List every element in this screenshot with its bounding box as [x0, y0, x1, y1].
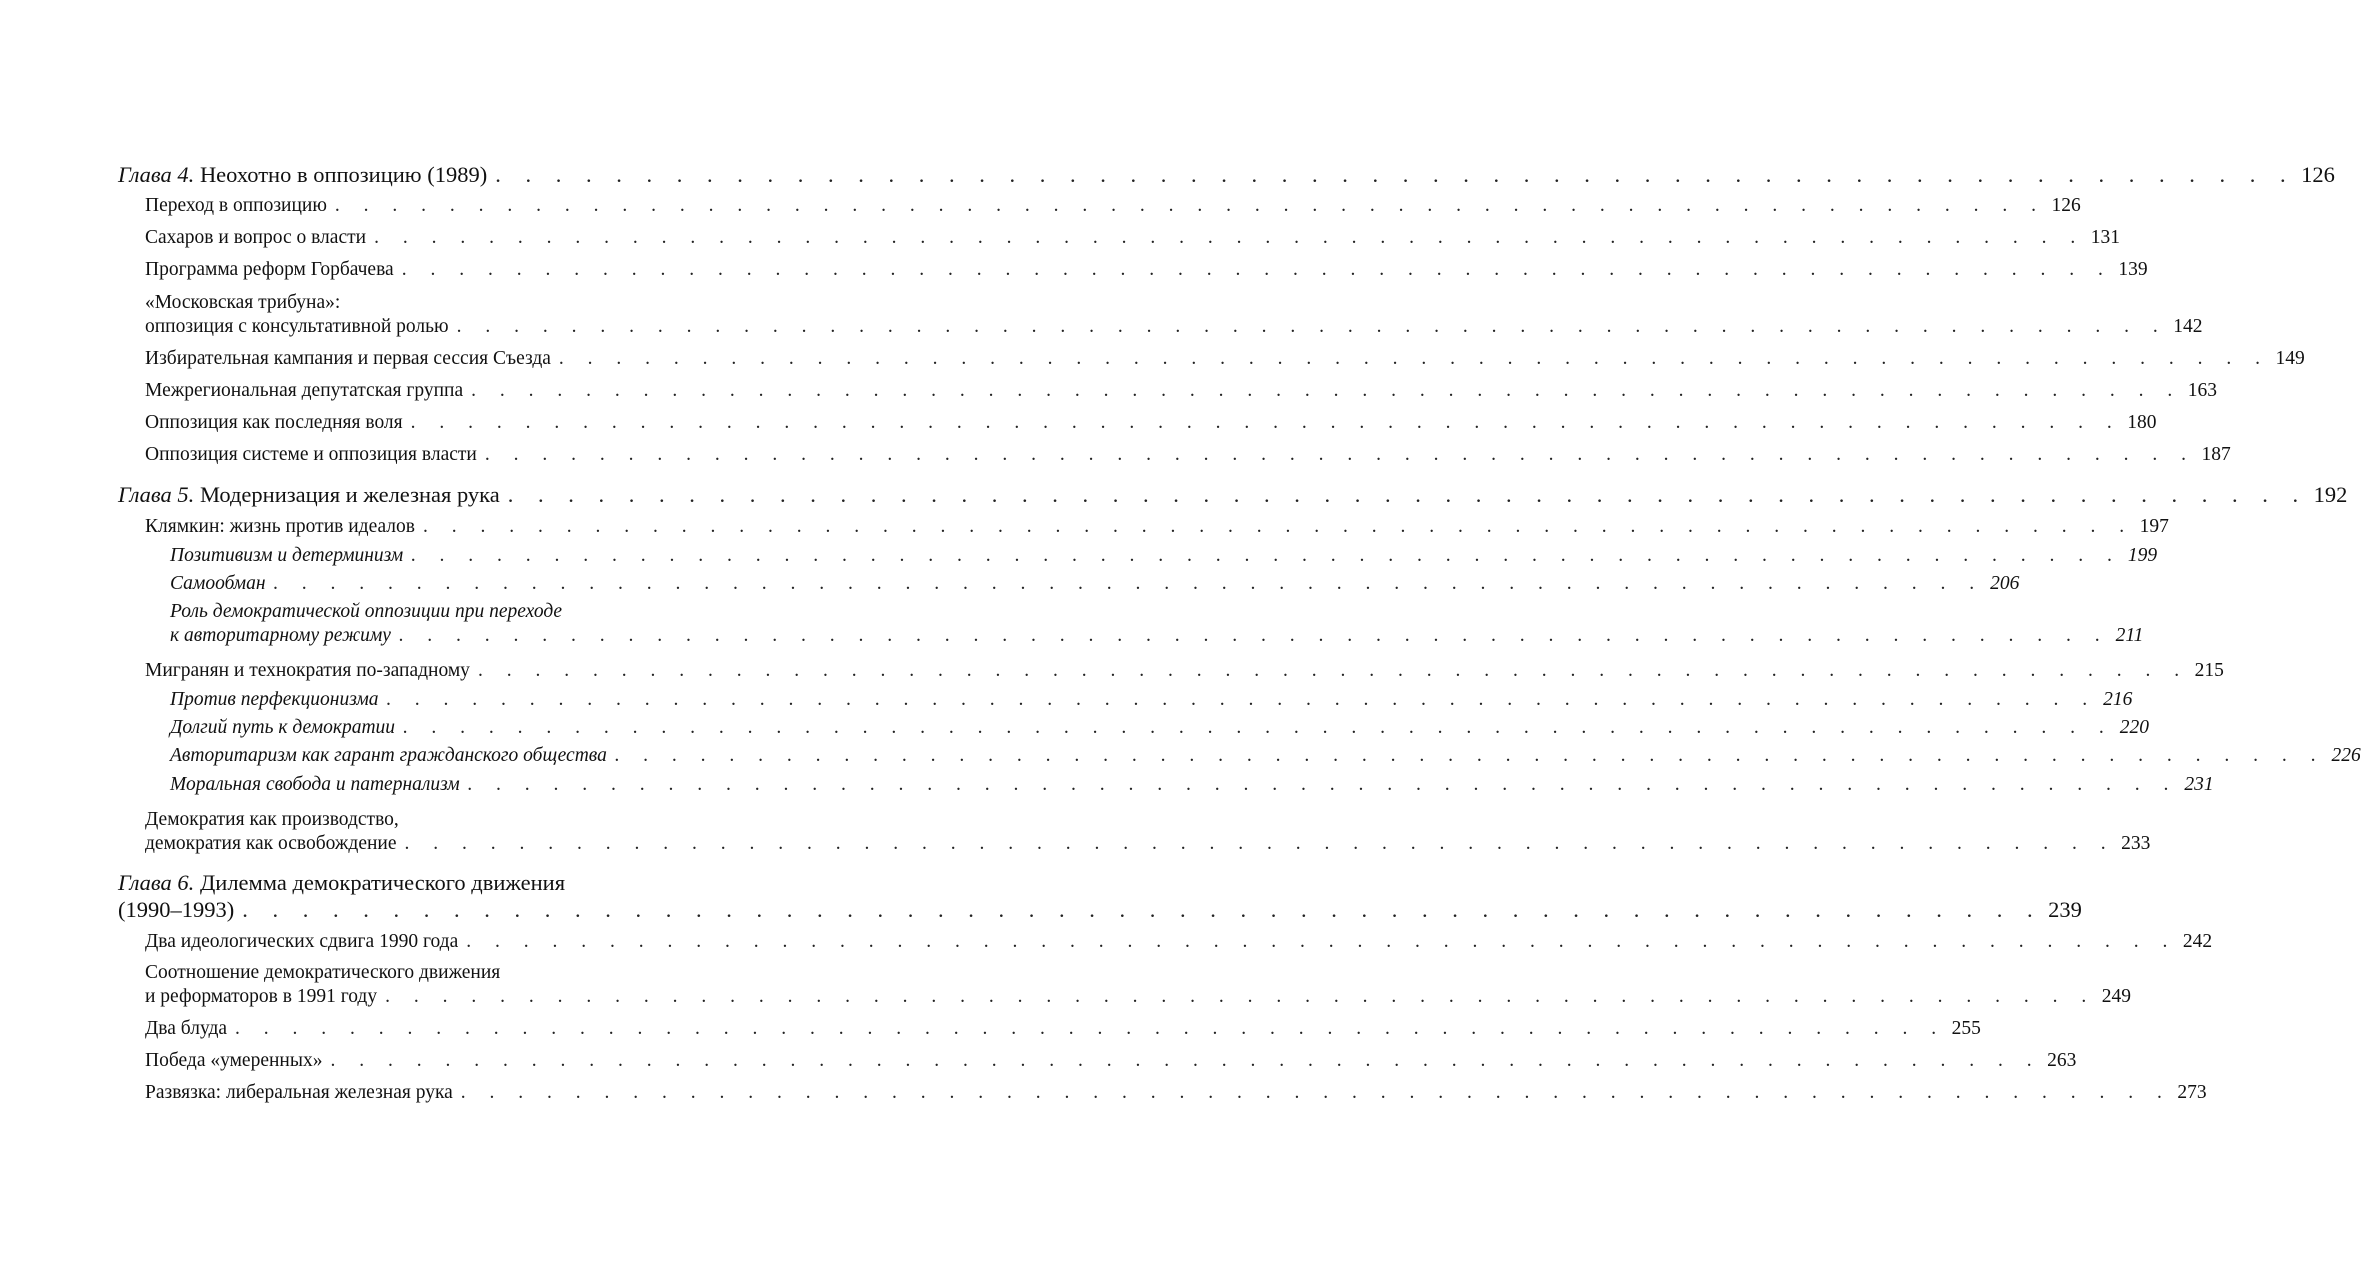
- dot-leader: . . . . . . . . . . . . . . . . . . . . . . . . . . . . . . . . . . . . . . . . . . . . . . . . . . . . . . . . . . . .: [403, 717, 2114, 738]
- page-number: 142: [2173, 316, 2203, 337]
- toc-line: [145, 195, 2081, 225]
- dot-leader: . . . . . . . . . . . . . . . . . . . . . . . . . . . . . . . . . . . . . . . . . . . . . . . . . . . . . . . . . . . .: [471, 380, 2182, 401]
- section-title: Моральная свобода и патернализм: [170, 774, 460, 795]
- toc-line: [145, 227, 2120, 257]
- page-number: 242: [2182, 931, 2213, 952]
- dot-leader: . . . . . . . . . . . . . . . . . . . . . . . . . . . . . . . . . . . . . . . . . . . . . . . . . . . . . . . . . . . .: [386, 689, 2098, 710]
- toc-line: [145, 516, 2169, 546]
- toc-line: [118, 897, 2082, 927]
- section-title: Переход в оппозицию: [145, 195, 327, 216]
- page-number: 263: [2047, 1050, 2077, 1071]
- chapter-title: Дилемма демократического движения: [199, 870, 566, 895]
- section-title: Соотношение демократического движения: [145, 962, 501, 983]
- toc-line: [170, 745, 2361, 775]
- page-number: 187: [2201, 444, 2231, 465]
- toc-line: [170, 689, 2133, 719]
- dot-leader: . . . . . . . . . . . . . . . . . . . . . . . . . . . . . . . . . . . . . . . . . . . . . . . . . . . . . . . . . . . .: [235, 1018, 1946, 1039]
- dot-leader: . . . . . . . . . . . . . . . . . . . . . . . . . . . . . . . . . . . . . . . . . . . . . . . . . . . . . . . . . . . .: [385, 986, 2096, 1007]
- dot-leader: . . . . . . . . . . . . . . . . . . . . . . . . . . . . . . . . . . . . . . . . . . . . . . . . . . . . . . . . . . . .: [422, 516, 2134, 537]
- page-number: 249: [2101, 986, 2131, 1007]
- section-title: Победа «умеренных»: [145, 1050, 323, 1071]
- toc-line: [145, 1050, 2077, 1080]
- page-number: 180: [2127, 412, 2157, 433]
- page-number: 273: [2177, 1082, 2207, 1103]
- page-number: 163: [2187, 380, 2218, 401]
- toc-line: [145, 316, 2203, 346]
- page-number: 149: [2275, 348, 2305, 369]
- toc-line: [170, 774, 2214, 804]
- dot-leader: . . . . . . . . . . . . . . . . . . . . . . . . . . . . . . . . . . . . . . . . . . . . . . . . . . . . . . . . . . . .: [495, 162, 2296, 187]
- section-title: Два идеологических сдвига 1990 года: [145, 931, 459, 952]
- section-title: и реформаторов в 1991 году: [145, 986, 378, 1007]
- section-title: Клямкин: жизнь против идеалов: [145, 516, 415, 537]
- page-number: 126: [2051, 195, 2081, 216]
- toc-line: [145, 1082, 2207, 1112]
- dot-leader: . . . . . . . . . . . . . . . . . . . . . . . . . . . . . . . . . . . . . . . . . . . . . . . . . . . . . . . . . . . .: [456, 316, 2168, 337]
- dot-leader: . . . . . . . . . . . . . . . . . . . . . . . . . . . . . . . . . . . . . . . . . . . . . . . . . . . . . . . . . . . .: [334, 195, 2046, 216]
- page-number: 216: [2103, 689, 2133, 710]
- section-title: к авторитарному режиму: [170, 625, 391, 646]
- dot-leader: . . . . . . . . . . . . . . . . . . . . . . . . . . . . . . . . . . . . . . . . . . . . . . . . . . . . . . . . . . . .: [507, 482, 2308, 507]
- toc-line: [145, 348, 2305, 378]
- section-title: Роль демократической оппозиции при переходе: [170, 601, 563, 622]
- toc-line: [118, 482, 2348, 512]
- page-number: 226: [2331, 745, 2361, 766]
- toc-line: [145, 986, 2131, 1016]
- toc-line: [145, 931, 2213, 961]
- toc-line: [145, 412, 2157, 442]
- page-number: 206: [1990, 573, 2020, 594]
- page-number: 192: [2313, 482, 2348, 507]
- toc-line: [170, 545, 2158, 575]
- toc-line: [118, 162, 2335, 192]
- section-title: Межрегиональная депутатская группа: [145, 380, 464, 401]
- chapter-number: Глава 5.: [118, 482, 195, 507]
- dot-leader: . . . . . . . . . . . . . . . . . . . . . . . . . . . . . . . . . . . . . . . . . . . . . . . . . . . . . . . . . . . .: [477, 660, 2189, 681]
- toc-line: [145, 833, 2151, 863]
- section-title: Самообман: [170, 573, 266, 594]
- section-title: Избирательная кампания и первая сессия Съезда: [145, 348, 551, 369]
- page-number: 139: [2118, 259, 2148, 280]
- toc-line: [145, 1018, 1981, 1048]
- section-title: Против перфекционизма: [170, 689, 379, 710]
- page-number: 233: [2121, 833, 2151, 854]
- dot-leader: . . . . . . . . . . . . . . . . . . . . . . . . . . . . . . . . . . . . . . . . . . . . . . . . . . . . . . . . . . . .: [484, 444, 2196, 465]
- toc-line: [145, 444, 2231, 474]
- section-title: Оппозиция системе и оппозиция власти: [145, 444, 477, 465]
- dot-leader: . . . . . . . . . . . . . . . . . . . . . . . . . . . . . . . . . . . . . . . . . . . . . . . . . . . . . . . . . . . .: [374, 227, 2085, 248]
- section-title: оппозиция с консультативной ролью: [145, 316, 449, 337]
- chapter-title: Модернизация и железная рука: [199, 482, 500, 507]
- dot-leader: . . . . . . . . . . . . . . . . . . . . . . . . . . . . . . . . . . . . . . . . . . . . . . . . . . . . . . . . . . . .: [460, 1082, 2172, 1103]
- dot-leader: . . . . . . . . . . . . . . . . . . . . . . . . . . . . . . . . . . . . . . . . . . . . . . . . . . . . . . . . . . . .: [410, 412, 2122, 433]
- page-number: 199: [2127, 545, 2158, 566]
- section-title: Сахаров и вопрос о власти: [145, 227, 367, 248]
- dot-leader: . . . . . . . . . . . . . . . . . . . . . . . . . . . . . . . . . . . . . . . . . . . . . . . . . . . . . . . . . . . .: [398, 625, 2110, 646]
- chapter-title: Неохотно в оппозицию (1989): [199, 162, 488, 187]
- section-title: «Московская трибуна»:: [145, 292, 341, 313]
- page-number: 126: [2301, 162, 2335, 187]
- dot-leader: . . . . . . . . . . . . . . . . . . . . . . . . . . . . . . . . . . . . . . . . . . . . . . . . . . . . . . . . . . . .: [404, 833, 2116, 854]
- dot-leader: . . . . . . . . . . . . . . . . . . . . . . . . . . . . . . . . . . . . . . . . . . . . . . . . . . . . . . . . . . . .: [273, 573, 1985, 594]
- page-number: 231: [2184, 774, 2214, 795]
- toc-line: [145, 660, 2224, 690]
- dot-leader: . . . . . . . . . . . . . . . . . . . . . . . . . . . . . . . . . . . . . . . . . . . . . . . . . . . . . . . . . . . .: [466, 931, 2177, 952]
- page-number: 239: [2048, 897, 2082, 922]
- section-title: Позитивизм и детерминизм: [170, 545, 404, 566]
- toc-line: [145, 380, 2218, 410]
- dot-leader: . . . . . . . . . . . . . . . . . . . . . . . . . . . . . . . . . . . . . . . . . . . . . . . . . . . . . . . . . . . .: [467, 774, 2179, 795]
- section-title: Долгий путь к демократии: [170, 717, 396, 738]
- toc-line: [118, 870, 723, 900]
- section-title: Мигранян и технократия по-западному: [145, 660, 470, 681]
- chapter-title: (1990–1993): [118, 897, 235, 922]
- page-number: 220: [2119, 717, 2149, 738]
- toc-line: [170, 573, 2020, 603]
- page-number: 197: [2139, 516, 2169, 537]
- chapter-number: Глава 6.: [118, 870, 195, 895]
- page-number: 215: [2194, 660, 2224, 681]
- page-number: 255: [1951, 1018, 1981, 1039]
- dot-leader: . . . . . . . . . . . . . . . . . . . . . . . . . . . . . . . . . . . . . . . . . . . . . . . . . . . . . . . . . . . .: [614, 745, 2326, 766]
- toc-line: [145, 259, 2148, 289]
- dot-leader: . . . . . . . . . . . . . . . . . . . . . . . . . . . . . . . . . . . . . . . . . . . . . . . . . . . . . . . . . . . .: [242, 897, 2043, 922]
- toc-line: [170, 717, 2149, 747]
- page-number: 131: [2090, 227, 2120, 248]
- section-title: демократия как освобождение: [145, 833, 397, 854]
- section-title: Демократия как производство,: [145, 809, 399, 830]
- section-title: Программа реформ Горбачева: [145, 259, 394, 280]
- page-number: 211: [2115, 625, 2144, 646]
- section-title: Развязка: либеральная железная рука: [145, 1082, 453, 1103]
- dot-leader: . . . . . . . . . . . . . . . . . . . . . . . . . . . . . . . . . . . . . . . . . . . . . . . . . . . . . . . . . . . .: [330, 1050, 2042, 1071]
- dot-leader: . . . . . . . . . . . . . . . . . . . . . . . . . . . . . . . . . . . . . . . . . . . . . . . . . . . . . . . . . . . .: [401, 259, 2113, 280]
- chapter-number: Глава 4.: [118, 162, 195, 187]
- section-title: Авторитаризм как гарант гражданского общества: [170, 745, 607, 766]
- section-title: Оппозиция как последняя воля: [145, 412, 403, 433]
- toc-line: [170, 625, 2144, 655]
- dot-leader: . . . . . . . . . . . . . . . . . . . . . . . . . . . . . . . . . . . . . . . . . . . . . . . . . . . . . . . . . . . .: [411, 545, 2122, 566]
- dot-leader: . . . . . . . . . . . . . . . . . . . . . . . . . . . . . . . . . . . . . . . . . . . . . . . . . . . . . . . . . . . .: [558, 348, 2270, 369]
- section-title: Два блуда: [145, 1018, 228, 1039]
